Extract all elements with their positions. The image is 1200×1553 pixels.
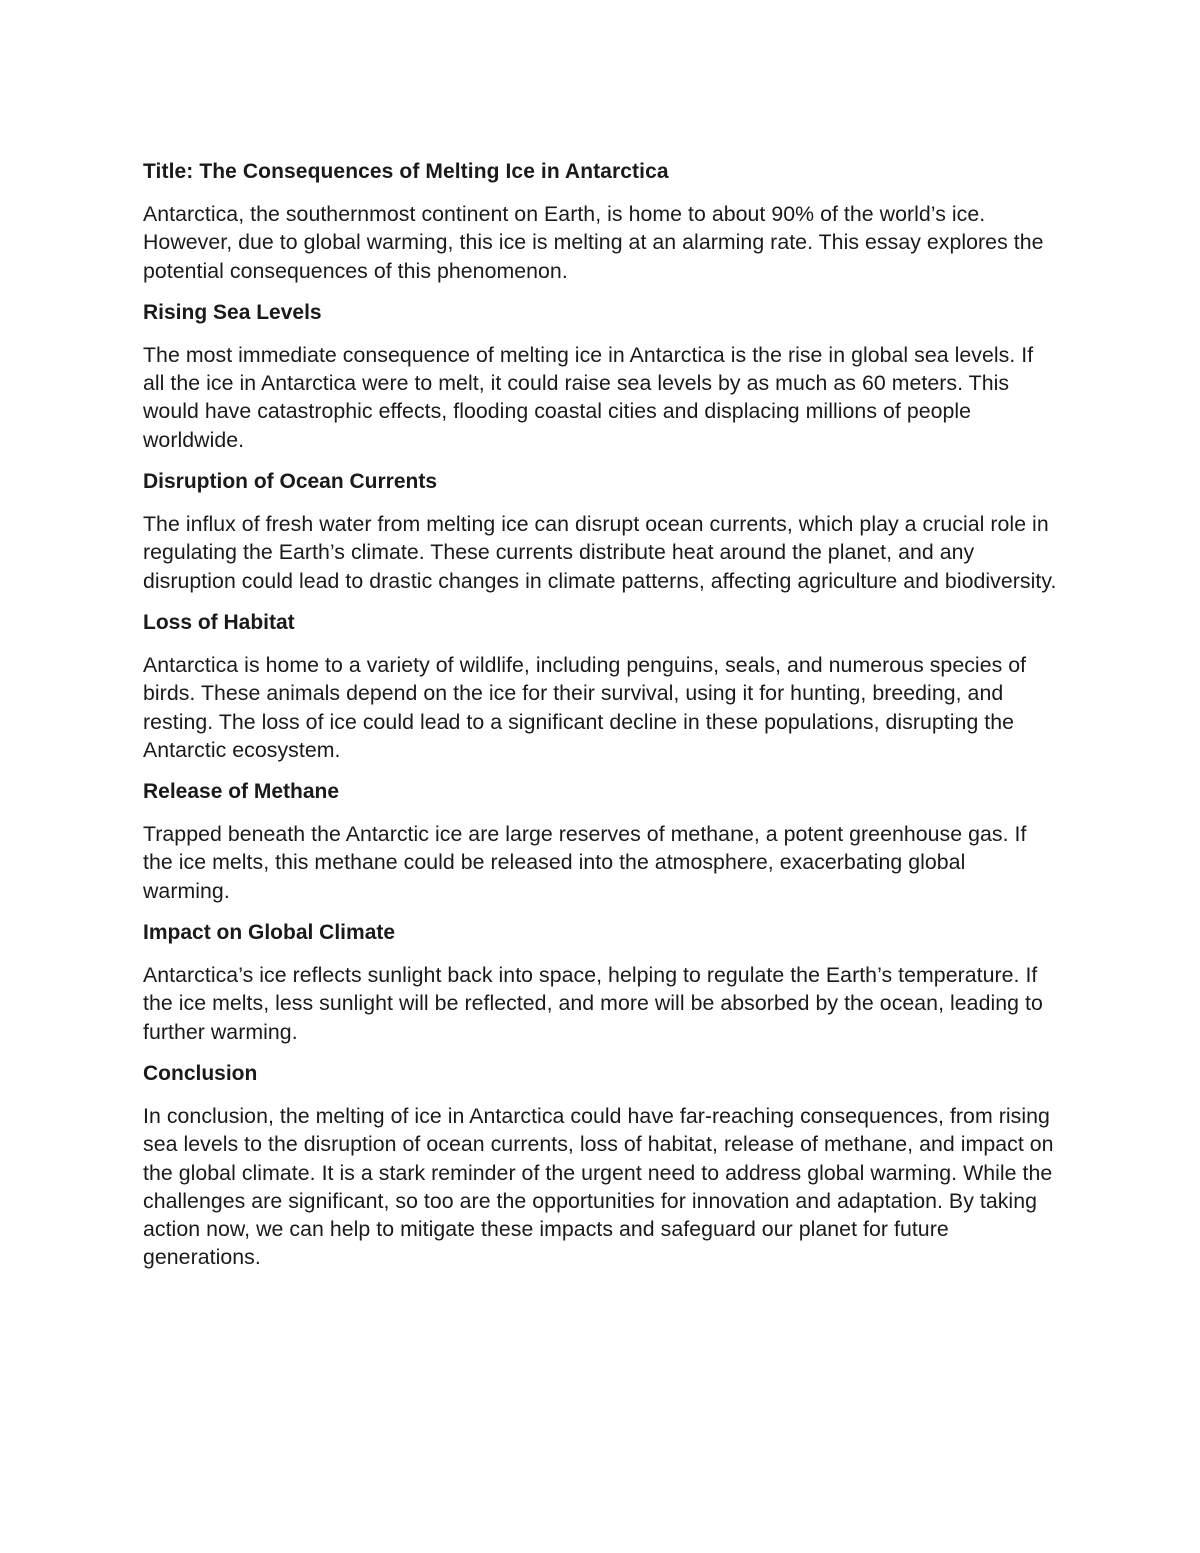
section-heading: Impact on Global Climate — [143, 921, 396, 945]
section-body: In conclusion, the melting of ice in Antarctica could have far-reaching consequences, from rising sea levels to the disruption of ocean currents, loss of habitat, release of methane, and impact on the global climate. It is a stark reminder of the urgent need to address global warming. While the challenges are significant, so too are the opportunities for innovation and adaptation. By taking action now, we can help to mitigate these impacts and safeguard our planet for future generations. — [143, 1103, 1054, 1270]
section-release-of-methane — [143, 778, 1058, 905]
section-heading: Release of Methane — [143, 780, 340, 804]
document-title: Title: The Consequences of Melting Ice in Antarctica — [143, 160, 669, 183]
section-rising-sea-levels — [143, 299, 1058, 454]
intro-paragraph: Antarctica, the southernmost continent on Earth, is home to about 90% of the world’s ice. However, due to global warming, this ice is melting at an alarming rate. This essay explores the potential consequences of this phenomenon. — [143, 202, 1044, 283]
section-heading: Disruption of Ocean Currents — [143, 470, 438, 494]
section-body: Antarctica’s ice reflects sunlight back into space, helping to regulate the Earth’s temperature. If the ice melts, less sunlight will be reflected, and more will be absorbed by the ocean, leading to further warming. — [143, 963, 1043, 1044]
section-body: Antarctica is home to a variety of wildlife, including penguins, seals, and numerous species of birds. These animals depend on the ice for their survival, using it for hunting, breeding, and resting. The loss of ice could lead to a significant decline in these populations, disrupting the Antarctic ecosystem. — [143, 652, 1027, 762]
section-heading: Conclusion — [143, 1061, 258, 1085]
section-body: Trapped beneath the Antarctic ice are large reserves of methane, a potent greenhouse gas. If the ice melts, this methane could be released into the atmosphere, exacerbating global warming. — [143, 822, 1027, 903]
document-page — [143, 158, 1058, 1272]
section-disruption-of-ocean-currents — [143, 468, 1058, 595]
section-heading: Loss of Habitat — [143, 610, 295, 634]
section-impact-on-global-climate — [143, 919, 1058, 1046]
section-conclusion — [143, 1060, 1058, 1272]
section-loss-of-habitat — [143, 609, 1058, 764]
section-heading: Rising Sea Levels — [143, 300, 322, 324]
section-body: The influx of fresh water from melting ice can disrupt ocean currents, which play a crucial role in regulating the Earth’s climate. These currents distribute heat around the planet, and any disruption could lead to drastic changes in climate patterns, affecting agriculture and biodiversity. — [143, 512, 1057, 593]
section-body: The most immediate consequence of melting ice in Antarctica is the rise in global sea levels. If all the ice in Antarctica were to melt, it could raise sea levels by as much as 60 meters. This would have catastrophic effects, flooding coastal cities and displacing millions of people worldwide. — [143, 342, 1034, 452]
